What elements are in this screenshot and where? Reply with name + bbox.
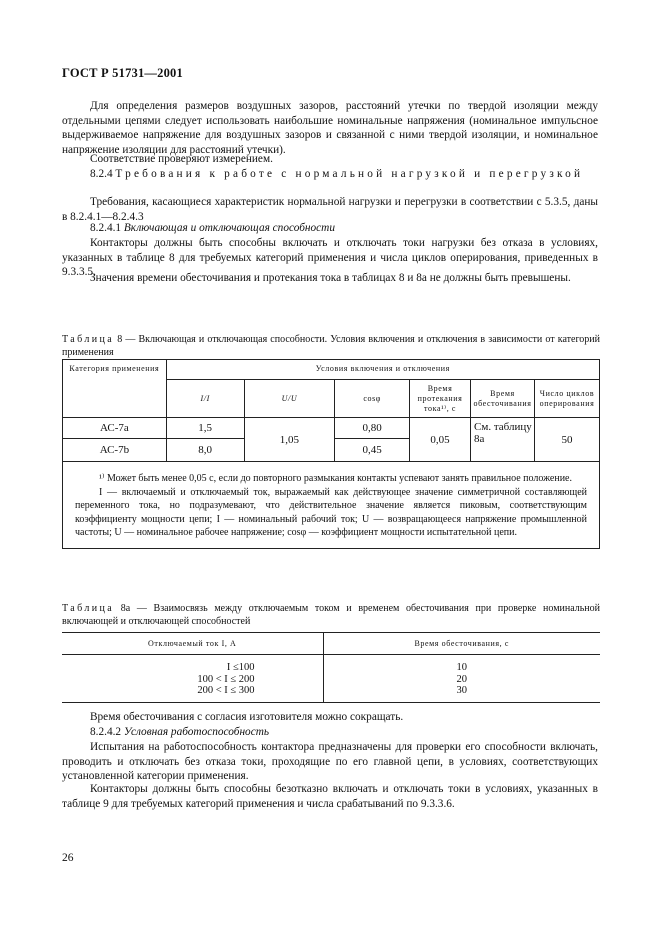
table-8a-header-current: Отключаемый ток I, А <box>62 633 323 655</box>
table-8-row-1-category: АС-7а <box>63 418 167 439</box>
table-8a-caption-text: 8а — Взаимосвязь между отключаемым током и временем обесточивания при проверке номинальной включающей и отключающей способностей <box>62 603 600 627</box>
table-8a <box>62 632 600 703</box>
table-8-header-category: Категория применения <box>63 360 167 418</box>
table-8a-row-1-current: I ≤100 <box>226 662 255 673</box>
paragraph-time-limits: Значения времени обесточивания и протекания тока в таблицах 8 и 8а не должны быть превышены. <box>90 272 571 284</box>
table-8a-row-2-time: 20 <box>456 673 467 685</box>
table-8-legend: I — включаемый и отключаемый ток, выражаемый как действующее значение симметричной составляющей переменного тока, но подразумевают, что действительное значение является пиковым, соответствующим коэффициенту мощности цепи; I — номинальный рабочий ток; U — возвращающееся напряжение промышленной частоты; U — номинальное рабочее напряжение; cosφ — коэффициент мощности испытательной цепи. <box>75 486 587 538</box>
table-8-caption-word: Таблица <box>62 334 115 345</box>
table-8-cycles-value: 50 <box>534 418 599 462</box>
table-8-deenergize-value: См. таблицу 8а <box>471 418 535 462</box>
table-8-row-2-i: 8,0 <box>166 439 244 462</box>
table-8-notes <box>63 462 600 549</box>
table-8a-row-3-time: 30 <box>456 685 467 696</box>
table-8a-header-time: Время обесточивания, с <box>323 633 600 655</box>
table-8-time-value: 0,05 <box>410 418 471 462</box>
table-8-header-i-ratio: I/I <box>166 380 244 418</box>
table-8a-caption <box>62 602 600 628</box>
table-8-header-current-time: Время протекания тока¹⁾, с <box>410 380 471 418</box>
section-8-2-4-2-title: Условная работоспособность <box>123 726 270 738</box>
section-8-2-4-heading <box>62 167 598 182</box>
table-8a-current-column <box>62 655 323 703</box>
table-8a-row-3-current: 200 < I ≤ 300 <box>197 685 255 696</box>
paragraph-performance-tests: Испытания на работоспособность контактора предназначены для проверки его способности включать, проводить и отключать без отказа токи, проходящие по его главной цепи, в условиях, соответствующих установленной категории применения. <box>62 741 598 783</box>
paragraph-load-requirements: Требования, касающиеся характеристик нормальной нагрузки и перегрузки в соответствии с 5.3.5, даны в 8.2.4.1—8.2.4.3 <box>62 196 598 223</box>
table-8-header-deenergize: Время обесточивания <box>471 380 535 418</box>
paragraph-table-9-reference: Контакторы должны быть способны безотказно включать и отключать токи в условиях, указанных в таблице 9 для требуемых категорий применения и числа срабатываний по 9.3.3.6. <box>62 783 598 810</box>
paragraph-contactor-capability: Контакторы должны быть способны включать и отключать токи нагрузки без отказа в условиях, указанных в таблице 8 для требуемых категорий применения и числа циклов оперирования, приведенных в 9.3.3.5. <box>62 237 598 279</box>
section-8-2-4-2-number: 8.2.4.2 <box>90 726 122 738</box>
table-8-u-value: 1,05 <box>244 418 335 462</box>
section-8-2-4-2-heading <box>62 725 598 740</box>
table-8-footnote: ¹⁾ Может быть менее 0,05 с, если до повторного размыкания контакты успевают занять правильное положение. <box>99 473 572 484</box>
table-8a-caption-word: Таблица <box>62 603 115 614</box>
table-8-row-2-cos: 0,45 <box>335 439 410 462</box>
table-8-header-conditions: Условия включения и отключения <box>166 360 599 380</box>
section-8-2-4-number: 8.2.4 <box>90 168 113 180</box>
paragraph-deenergize-reduction: Время обесточивания с согласия изготовителя можно сокращать. <box>90 711 404 723</box>
table-8 <box>62 359 600 549</box>
table-8-row-2-category: АС-7b <box>63 439 167 462</box>
paragraph-clearances: Для определения размеров воздушных зазоров, расстояний утечки по твердой изоляции между отдельными цепями следует использовать наибольшие номинальные напряжения (номинальное импульсное выдерживаемое напряжение для воздушных зазоров и связанной с ними твердой изоляции, и номинальное напряжение изоляции для расстояний утечки). <box>62 100 598 156</box>
section-8-2-4-1-heading <box>62 221 598 236</box>
table-8-header-cycles: Число циклов оперирования <box>534 380 599 418</box>
page-number: 26 <box>62 852 74 864</box>
table-8a-row-1-time: 10 <box>456 662 467 673</box>
paragraph-verification: Соответствие проверяют измерением. <box>90 153 273 165</box>
section-8-2-4-1-title: Включающая и отключающая способности <box>123 222 335 234</box>
table-8-header-u-ratio: U/U <box>244 380 335 418</box>
table-8-row-1-i: 1,5 <box>166 418 244 439</box>
section-8-2-4-title: Требования к работе с нормальной нагрузкой и перегрузкой <box>115 168 584 180</box>
table-8-header-cos: cosφ <box>335 380 410 418</box>
table-8-caption-text: 8 — Включающая и отключающая способности. Условия включения и отключения в зависимости от категорий применения <box>62 334 600 358</box>
section-8-2-4-1-number: 8.2.4.1 <box>90 222 122 234</box>
document-header: ГОСТ Р 51731—2001 <box>62 66 183 80</box>
table-8-caption <box>62 333 600 359</box>
table-8a-time-column <box>323 655 600 703</box>
table-8a-row-2-current: 100 < I ≤ 200 <box>197 673 255 685</box>
table-8-row-1-cos: 0,80 <box>335 418 410 439</box>
